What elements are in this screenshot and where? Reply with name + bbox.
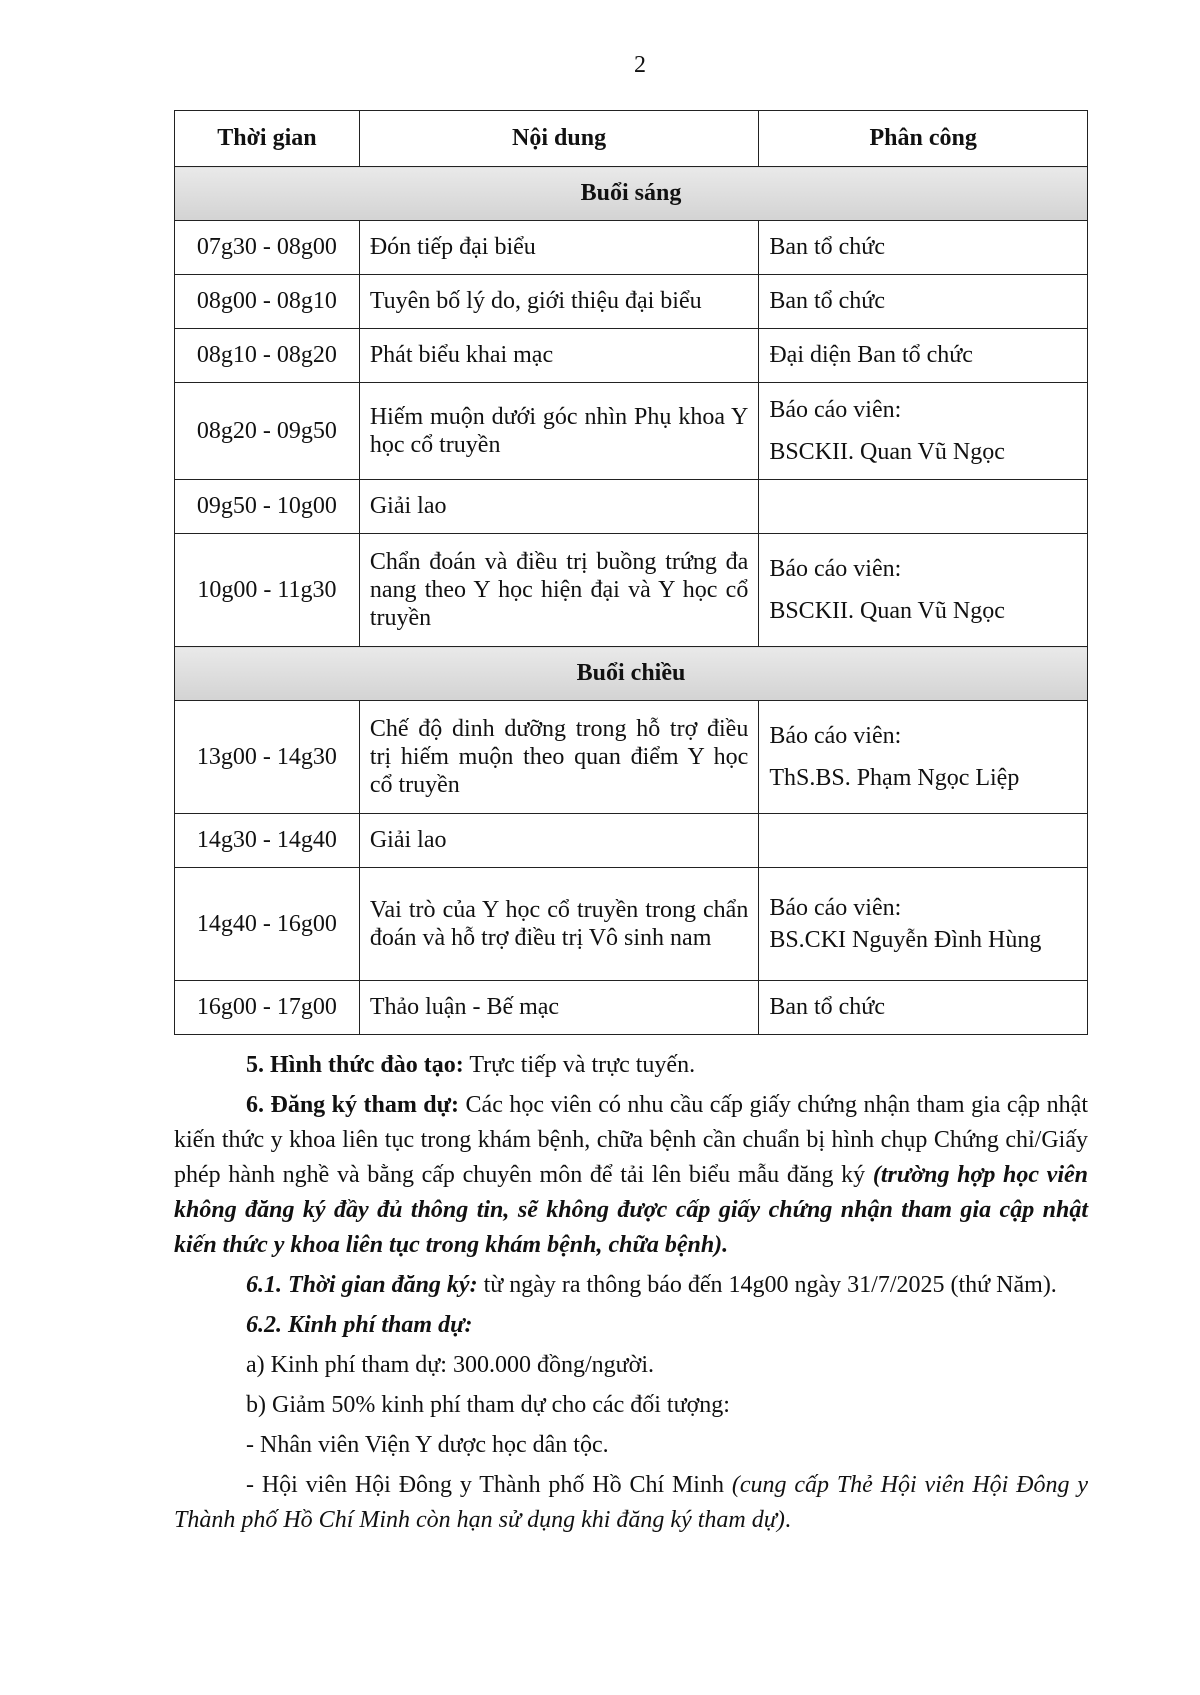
row-time: 08g20 - 09g50	[175, 383, 360, 480]
row-content: Vai trò của Y học cổ truyền trong chẩn đoán và hỗ trợ điều trị Vô sinh nam	[359, 868, 759, 981]
label-registration-time: 6.1. Thời gian đăng ký:	[246, 1272, 478, 1298]
assign-role: Báo cáo viên:	[769, 556, 902, 582]
table-header-row	[175, 111, 1088, 167]
table-row	[175, 981, 1088, 1035]
paragraph-fee-amount: a) Kinh phí tham dự: 300.000 đồng/người.	[246, 1352, 655, 1378]
row-assign	[759, 701, 1088, 814]
table-row	[175, 868, 1088, 981]
row-content: Chẩn đoán và điều trị buồng trứng đa nang theo Y học hiện đại và Y học cổ truyền	[359, 534, 759, 647]
row-time: 14g30 - 14g40	[175, 814, 360, 868]
text-discount-members: - Hội viên Hội Đông y Thành phố Hồ Chí Minh	[246, 1472, 732, 1498]
row-content: Hiếm muộn dưới góc nhìn Phụ khoa Y học cổ truyền	[359, 383, 759, 480]
row-assign	[759, 480, 1088, 534]
note-discount-members: (cung cấp Thẻ Hội viên Hội Đông y Thành phố Hồ Chí Minh còn hạn sử dụng khi đăng ký tham dự)	[174, 1472, 1088, 1533]
row-time: 08g00 - 08g10	[175, 275, 360, 329]
row-assign: Đại diện Ban tổ chức	[759, 329, 1088, 383]
agenda-table	[174, 110, 1088, 1035]
row-time: 07g30 - 08g00	[175, 221, 360, 275]
paragraph-registration	[174, 1088, 1088, 1263]
row-content: Giải lao	[359, 814, 759, 868]
note-registration: (trường hợp học viên không đăng ký đầy đủ thông tin, sẽ không được cấp giấy chứng nhận tham gia cập nhật kiến thức y khoa liên tục trong khám bệnh, chữa bệnh).	[174, 1162, 1089, 1258]
paragraph-fee-heading	[174, 1308, 1088, 1343]
text-period: .	[784, 1507, 791, 1533]
row-assign: Ban tổ chức	[759, 221, 1088, 275]
table-row	[175, 814, 1088, 868]
assign-role: Báo cáo viên:	[769, 397, 902, 423]
row-assign	[759, 814, 1088, 868]
row-assign	[759, 868, 1088, 981]
paragraph-training-format	[174, 1048, 1088, 1083]
paragraph-discount-staff: - Nhân viên Viện Y dược học dân tộc.	[246, 1432, 609, 1458]
label-registration: 6. Đăng ký tham dự:	[246, 1092, 460, 1118]
table-row	[175, 480, 1088, 534]
header-time: Thời gian	[175, 111, 360, 167]
row-content: Đón tiếp đại biểu	[359, 221, 759, 275]
row-time: 13g00 - 14g30	[175, 701, 360, 814]
assign-person: ThS.BS. Phạm Ngọc Liệp	[769, 765, 1020, 791]
label-training-format: 5. Hình thức đào tạo:	[246, 1052, 464, 1078]
table-row	[175, 329, 1088, 383]
table-row	[175, 534, 1088, 647]
assign-person: BSCKII. Quan Vũ Ngọc	[769, 439, 1005, 465]
assign-person: BS.CKI Nguyễn Đình Hùng	[769, 927, 1042, 953]
body-text	[174, 1048, 1088, 1543]
row-assign: Ban tổ chức	[759, 981, 1088, 1035]
text-registration: Các học viên có nhu cầu cấp giấy chứng nhận tham gia cập nhật kiến thức y khoa liên tục trong khám bệnh, chữa bệnh cần chuẩn bị hình chụp Chứng chỉ/Giấy phép hành nghề và bằng cấp chuyên môn để tải lên biểu mẫu đăng ký	[174, 1092, 1088, 1188]
section-title: Buổi chiều	[175, 647, 1088, 701]
assign-role: Báo cáo viên:	[769, 895, 902, 921]
row-time: 09g50 - 10g00	[175, 480, 360, 534]
label-fee: 6.2. Kinh phí tham dự:	[246, 1312, 473, 1338]
row-assign: Ban tổ chức	[759, 275, 1088, 329]
row-time: 08g10 - 08g20	[175, 329, 360, 383]
row-assign	[759, 534, 1088, 647]
assign-role: Báo cáo viên:	[769, 723, 902, 749]
paragraph-registration-time	[174, 1268, 1088, 1303]
text-training-format: Trực tiếp và trực tuyến.	[463, 1052, 696, 1078]
assign-person: BSCKII. Quan Vũ Ngọc	[769, 598, 1005, 624]
row-assign	[759, 383, 1088, 480]
row-content: Thảo luận - Bế mạc	[359, 981, 759, 1035]
paragraph-discount: b) Giảm 50% kinh phí tham dự cho các đối tượng:	[246, 1392, 730, 1418]
table-row	[175, 275, 1088, 329]
row-content: Tuyên bố lý do, giới thiệu đại biểu	[359, 275, 759, 329]
row-content: Phát biểu khai mạc	[359, 329, 759, 383]
header-content: Nội dung	[359, 111, 759, 167]
row-time: 16g00 - 17g00	[175, 981, 360, 1035]
header-assign: Phân công	[759, 111, 1088, 167]
table-row	[175, 701, 1088, 814]
section-row-morning	[175, 167, 1088, 221]
row-content: Giải lao	[359, 480, 759, 534]
text-registration-time: từ ngày ra thông báo đến 14g00 ngày 31/7/2025 (thứ Năm).	[477, 1272, 1057, 1298]
row-time: 14g40 - 16g00	[175, 868, 360, 981]
page-number: 2	[634, 52, 646, 78]
row-content: Chế độ dinh dưỡng trong hỗ trợ điều trị hiếm muộn theo quan điểm Y học cổ truyền	[359, 701, 759, 814]
row-time: 10g00 - 11g30	[175, 534, 360, 647]
paragraph-discount-members	[174, 1468, 1088, 1538]
section-title: Buổi sáng	[175, 167, 1088, 221]
table-row	[175, 383, 1088, 480]
table-row	[175, 221, 1088, 275]
section-row-afternoon	[175, 647, 1088, 701]
